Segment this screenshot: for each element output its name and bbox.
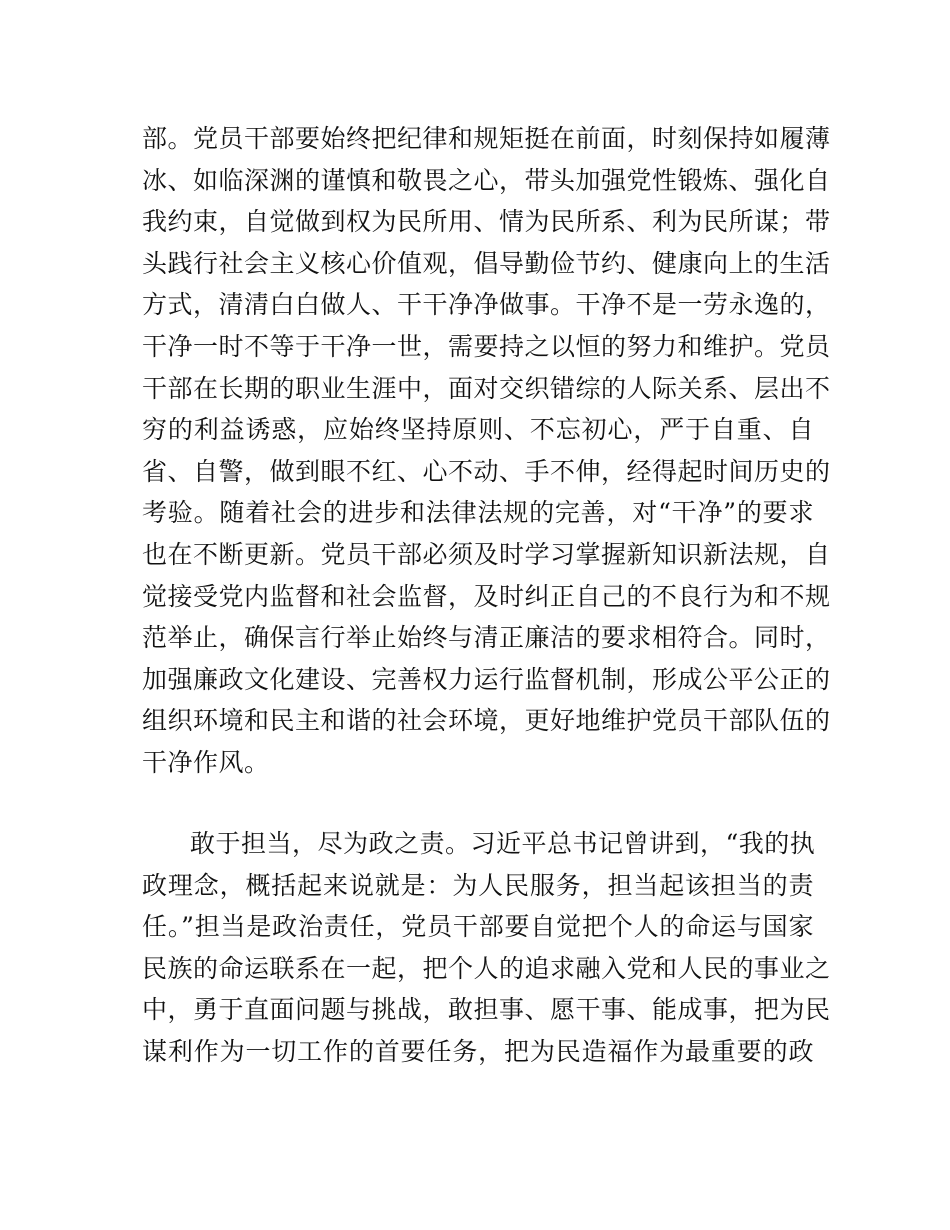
- text-line: 方式，清清白白做人、干干净净做事。干净不是一劳永逸的，: [142, 290, 831, 320]
- text-line: 加强廉政文化建设、完善权力运行监督机制，形成公平公正的: [142, 664, 831, 694]
- text-line: 穷的利益诱惑，应始终坚持原则、不忘初心，严于自重、自: [142, 415, 814, 445]
- text-line: 考验。随着社会的进步和法律法规的完善，对“干净”的要求: [142, 498, 814, 528]
- text-line: 民族的命运联系在一起，把个人的追求融入党和人民的事业之: [142, 953, 831, 983]
- text-line: 中，勇于直面问题与挑战，敢担事、愿干事、能成事，把为民: [142, 995, 831, 1025]
- paragraph-2: [142, 823, 831, 1073]
- text-line: 冰、如临深渊的谨慎和敬畏之心，带头加强党性锻炼、强化自: [142, 165, 831, 195]
- text-line: 谋利作为一切工作的首要任务，把为民造福作为最重要的政: [142, 1036, 814, 1066]
- text-line: 范举止，确保言行举止始终与清正廉洁的要求相符合。同时，: [142, 623, 831, 653]
- text-line: 头践行社会主义核心价值观，倡导勤俭节约、健康向上的生活: [142, 248, 831, 278]
- paragraph-1: [142, 118, 831, 784]
- text-line: 任。”担当是政治责任，党员干部要自觉把个人的命运与国家: [142, 912, 814, 942]
- text-line: 部。党员干部要始终把纪律和规矩挺在前面，时刻保持如履薄: [142, 124, 831, 153]
- text-line: 干净作风。: [142, 747, 270, 777]
- text-line: 也在不断更新。党员干部必须及时学习掌握新知识新法规，自: [142, 539, 831, 569]
- text-line: 干部在长期的职业生涯中，面对交织错综的人际关系、层出不: [142, 373, 831, 403]
- text-line: 我约束，自觉做到权为民所用、情为民所系、利为民所谋；带: [142, 207, 831, 237]
- text-line: 省、自警，做到眼不红、心不动、手不伸，经得起时间历史的: [142, 456, 831, 486]
- text-line: 觉接受党内监督和社会监督，及时纠正自己的不良行为和不规: [142, 581, 831, 611]
- text-line: 敢于担当，尽为政之责。习近平总书记曾讲到，“我的执: [190, 829, 816, 858]
- text-line: 干净一时不等于干净一世，需要持之以恒的努力和维护。党员: [142, 331, 831, 361]
- text-line: 政理念，概括起来说就是：为人民服务，担当起该担当的责: [142, 870, 814, 900]
- text-line: 组织环境和民主和谐的社会环境，更好地维护党员干部队伍的: [142, 706, 831, 736]
